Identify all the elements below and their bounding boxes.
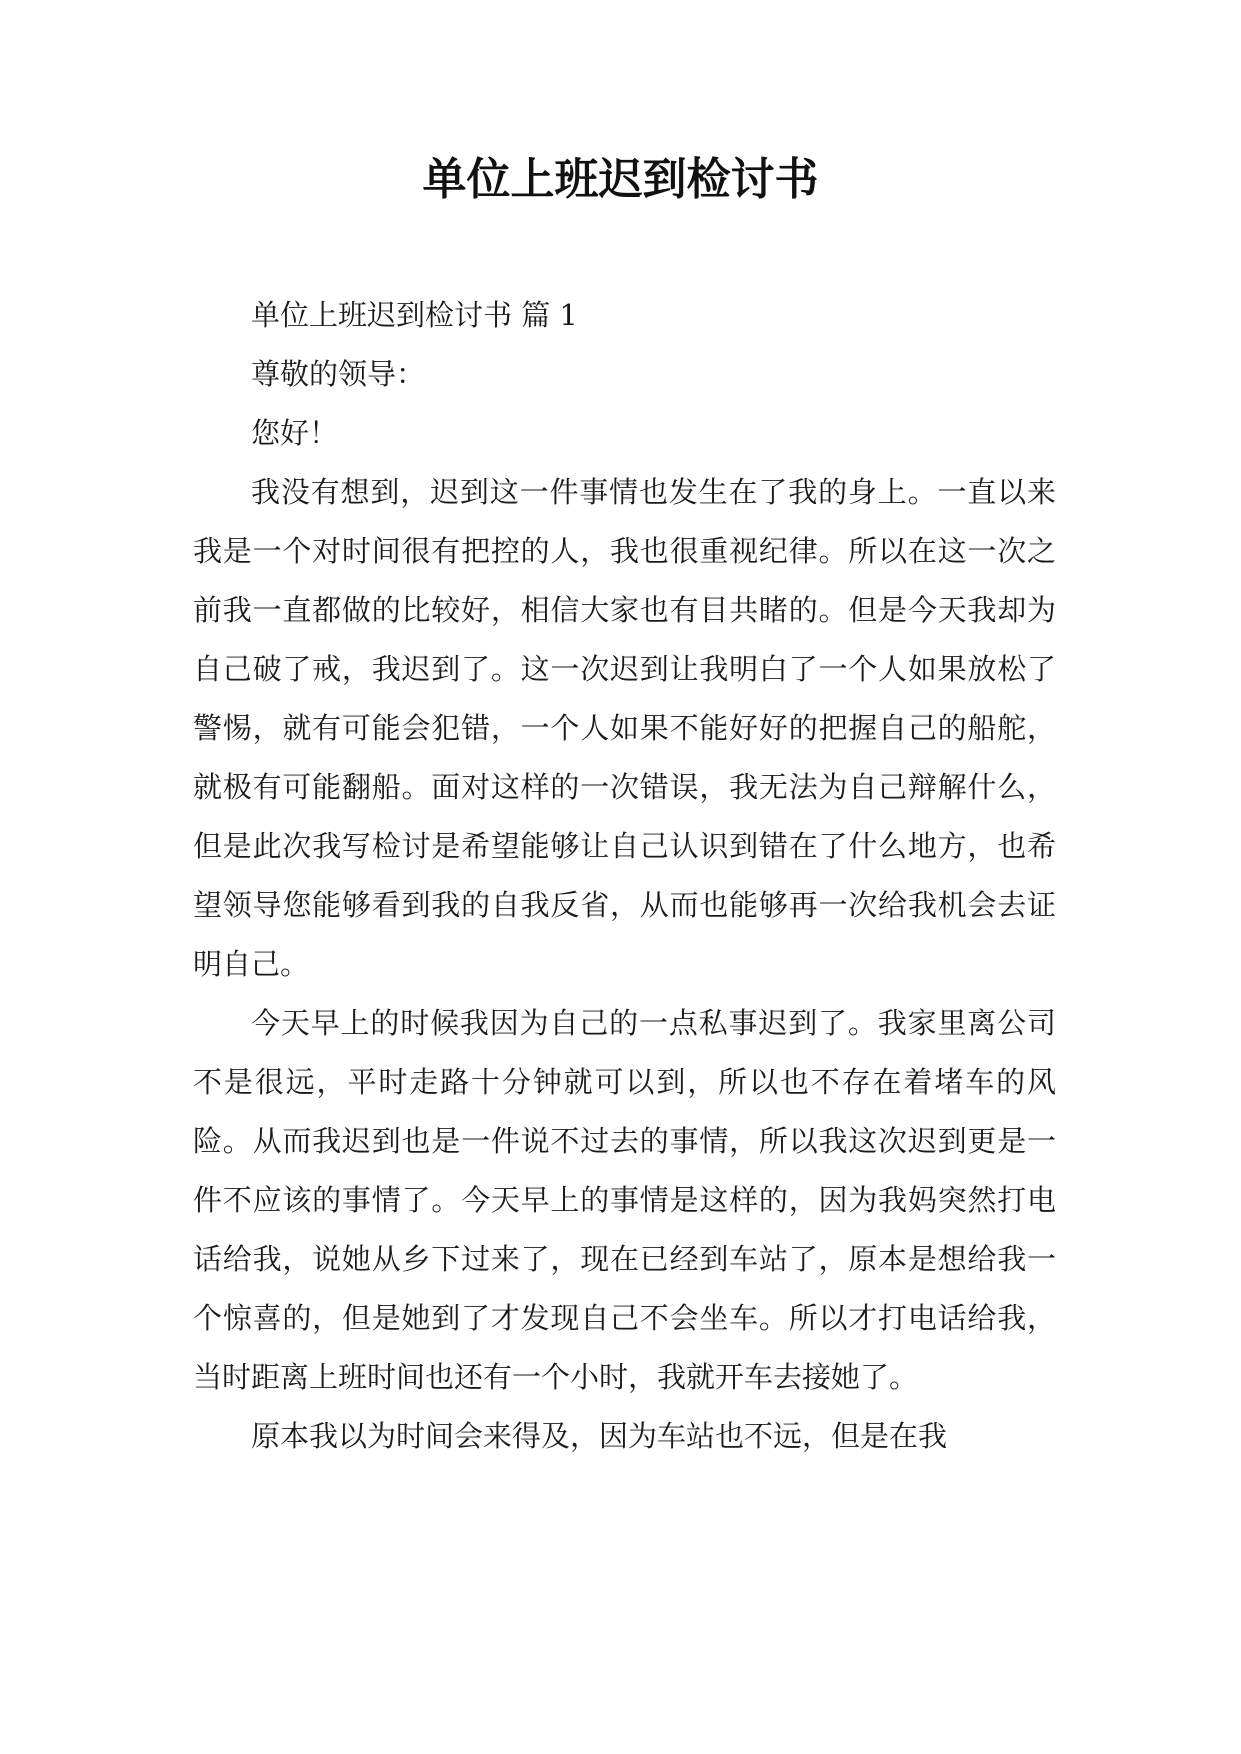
greeting: 您好！ <box>251 416 339 450</box>
document-title: 单位上班迟到检讨书 <box>422 154 819 205</box>
body-paragraph: 我没有想到，迟到这一件事情也发生在了我的身上。一直以来我是一个对时间很有把控的人，我也很重视纪律。所以在这一次之前我一直都做的比较好，相信大家也有目共睹的。但是今天我却为自己破了戒，我迟到了。这一次迟到让我明白了一个人如果放松了警惕，就有可能会犯错，一个人如果不能好好的把握自己的船舵，就极有可能翻船。面对这样的一次错误，我无法为自己辩解什么，但是此次我写检讨是希望能够让自己认识到错在了什么地方，也希望领导您能够看到我的自我反省，从而也能够再一次给我机会去证明自己。 <box>193 475 1056 981</box>
document-body <box>193 286 1056 1466</box>
body-paragraph: 今天早上的时候我因为自己的一点私事迟到了。我家里离公司不是很远，平时走路十分钟就可以到，所以也不存在着堵车的风险。从而我迟到也是一件说不过去的事情，所以我这次迟到更是一件不应该的事情了。今天早上的事情是这样的，因为我妈突然打电话给我，说她从乡下过来了，现在已经到车站了，原本是想给我一个惊喜的，但是她到了才发现自己不会坐车。所以才打电话给我，当时距离上班时间也还有一个小时，我就开车去接她了。 <box>193 1006 1056 1394</box>
body-paragraph: 原本我以为时间会来得及，因为车站也不远，但是在我 <box>251 1419 948 1453</box>
section-heading: 单位上班迟到检讨书 篇 1 <box>251 298 578 332</box>
salutation: 尊敬的领导： <box>251 357 426 391</box>
